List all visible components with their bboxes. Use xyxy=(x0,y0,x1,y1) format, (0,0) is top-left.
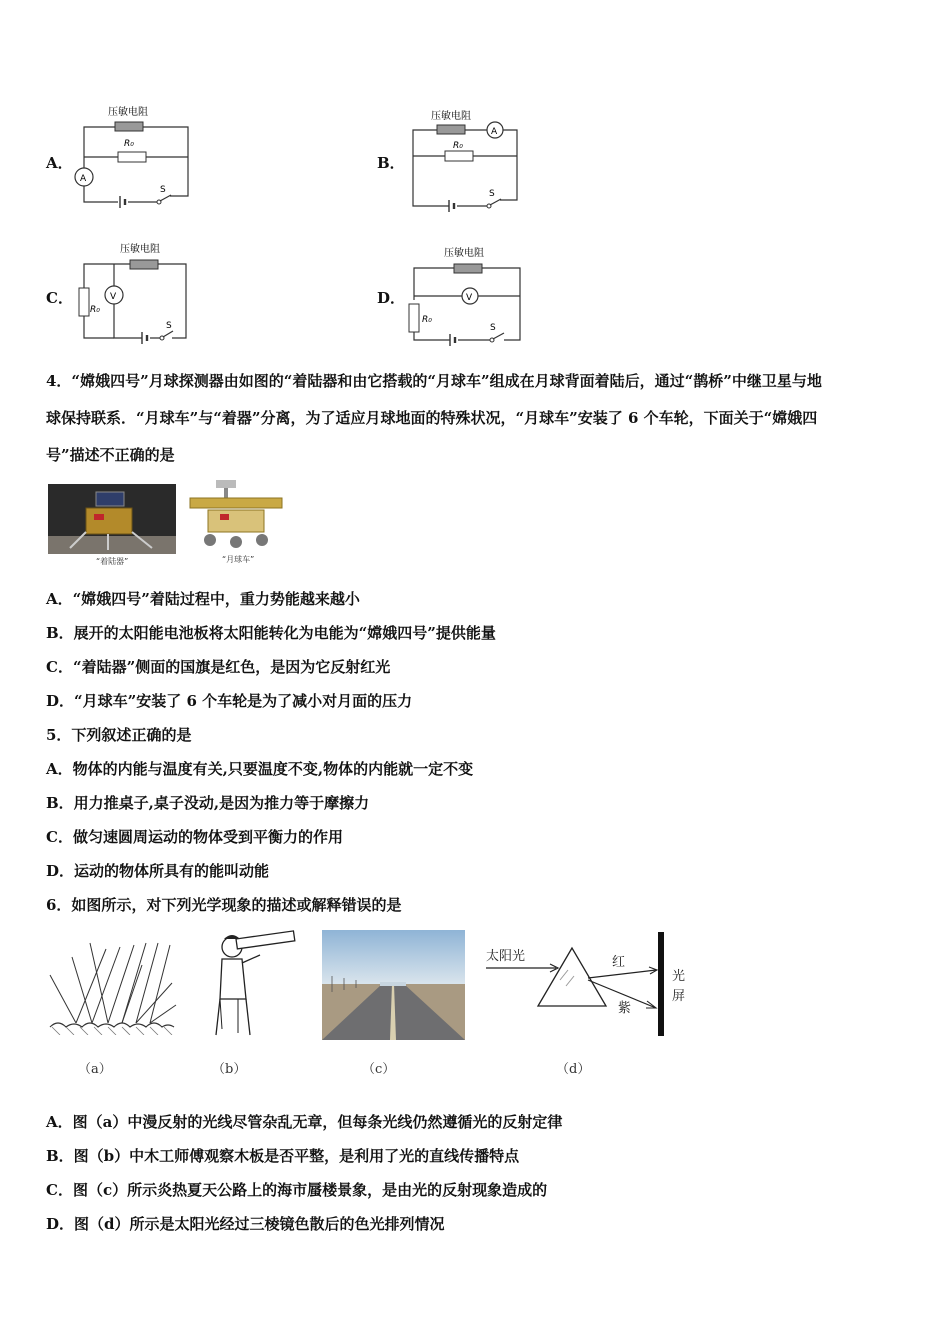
q4-option-a: A．“嫦娥四号”着陆过程中，重力势能越来越小 xyxy=(46,590,360,608)
circuit-diagram-b xyxy=(405,104,530,214)
diffuse-reflection-figure xyxy=(46,935,178,1035)
lander-photo xyxy=(48,484,176,566)
svg-text:A: A xyxy=(80,174,87,184)
q4-stem-line1: 4．“嫦娥四号”月球探测器由如图的“着陆器和由它搭载的“月球车”组成在月球背面着陆后，通过“鹊桥”中继卫星与地 xyxy=(46,372,822,390)
svg-text:A: A xyxy=(491,127,498,137)
svg-text:V: V xyxy=(466,293,473,303)
svg-text:R₀: R₀ xyxy=(453,141,463,151)
mirage-road-photo xyxy=(322,930,465,1040)
circuit-diagram-c xyxy=(72,238,197,346)
svg-text:“月球车”: “月球车” xyxy=(222,555,255,564)
svg-text:R₀: R₀ xyxy=(90,305,100,315)
svg-text:压敏电阻: 压敏电阻 xyxy=(431,111,471,122)
svg-text:光: 光 xyxy=(672,969,686,984)
caption-a: （a） xyxy=(78,1062,112,1077)
svg-text:压敏电阻: 压敏电阻 xyxy=(120,244,160,255)
sensor-label: 压敏电阻 xyxy=(108,107,148,118)
carpenter-figure xyxy=(208,929,298,1039)
svg-text:红: 红 xyxy=(612,955,626,970)
q4-option-b: B．展开的太阳能电池板将太阳能转化为电能为“嫦娥四号”提供能量 xyxy=(46,624,496,642)
q5-option-a: A．物体的内能与温度有关,只要温度不变,物体的内能就一定不变 xyxy=(46,760,474,778)
svg-text:紫: 紫 xyxy=(618,1001,632,1016)
svg-text:S: S xyxy=(160,185,166,195)
option-d-label: D． xyxy=(377,289,406,307)
circuit-diagram-d xyxy=(404,242,529,350)
caption-d: （d） xyxy=(556,1062,591,1077)
caption-b: （b） xyxy=(212,1062,247,1077)
svg-text:“着陆器”: “着陆器” xyxy=(96,557,129,566)
q4-stem-line2: 球保持联系．“月球车”与“着器”分离，为了适应月球地面的特殊状况，“月球车”安装了 6 个车轮，下面关于“嫦娥四 xyxy=(46,409,818,427)
q4-stem-line3: 号”描述不正确的是 xyxy=(46,446,175,464)
svg-text:R₀: R₀ xyxy=(422,315,432,325)
prism-dispersion-figure xyxy=(484,930,694,1040)
q5-stem: 5．下列叙述正确的是 xyxy=(46,726,192,744)
circuit-diagram-a xyxy=(70,100,200,210)
q4-option-d: D．“月球车”安装了 6 个车轮是为了减小对月面的压力 xyxy=(46,692,413,710)
q6-option-d: D．图（d）所示是太阳光经过三棱镜色散后的色光排列情况 xyxy=(46,1215,445,1233)
svg-text:S: S xyxy=(490,323,496,333)
option-a-label: A． xyxy=(46,154,73,172)
q4-option-c: C．“着陆器”侧面的国旗是红色，是因为它反射红光 xyxy=(46,658,391,676)
svg-text:屏: 屏 xyxy=(672,989,686,1004)
svg-text:S: S xyxy=(489,189,495,199)
svg-text:太阳光: 太阳光 xyxy=(486,949,526,964)
q5-option-b: B．用力推桌子,桌子没动,是因为推力等于摩擦力 xyxy=(46,794,370,812)
rover-photo xyxy=(186,476,286,566)
q6-option-b: B．图（b）中木工师傅观察木板是否平整，是利用了光的直线传播特点 xyxy=(46,1147,520,1165)
q6-stem: 6．如图所示，对下列光学现象的描述或解释错误的是 xyxy=(46,896,402,914)
q5-option-c: C．做匀速圆周运动的物体受到平衡力的作用 xyxy=(46,828,343,846)
option-c-label: C． xyxy=(46,289,73,307)
svg-text:R₀: R₀ xyxy=(124,139,134,149)
q6-option-a: A．图（a）中漫反射的光线尽管杂乱无章，但每条光线仍然遵循光的反射定律 xyxy=(46,1113,563,1131)
svg-text:S: S xyxy=(166,321,172,331)
option-b-label: B． xyxy=(377,154,405,172)
q5-option-d: D．运动的物体所具有的能叫动能 xyxy=(46,862,270,880)
svg-text:压敏电阻: 压敏电阻 xyxy=(444,248,484,259)
caption-c: （c） xyxy=(362,1062,396,1077)
q6-option-c: C．图（c）所示炎热夏天公路上的海市蜃楼景象，是由光的反射现象造成的 xyxy=(46,1181,548,1199)
svg-text:V: V xyxy=(110,292,117,302)
